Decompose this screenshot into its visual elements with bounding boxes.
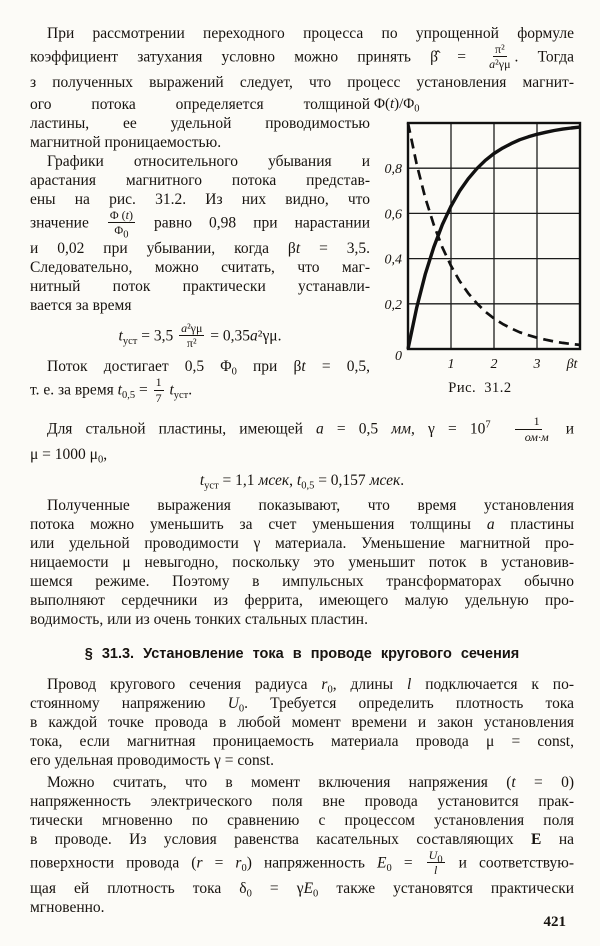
text-line: ого потока определяется толщиной	[30, 95, 370, 113]
paragraph-conclusions	[30, 496, 574, 629]
text-line: Провод кругового сечения радиуса $r_0$, длины l подключается к по-	[47, 675, 574, 696]
svg-text:1: 1	[447, 356, 455, 372]
svg-text:2: 2	[490, 356, 498, 372]
text-line: стоянному напряжению $U_0$. Требуется определить плотность тока	[30, 694, 574, 715]
text-line: потока можно уменьшить за счет уменьшения толщины a пластины	[30, 515, 574, 533]
text-line: Полученные выражения показывают, что время установления	[47, 496, 574, 514]
page-number: 421	[543, 914, 566, 930]
wrapped-text-column	[30, 95, 370, 406]
paragraph-assumptions	[30, 773, 574, 917]
text-line: ластины, ее удельной проводимостью	[30, 114, 370, 132]
text-line: арастания магнитного потока представ-	[30, 171, 370, 189]
text-line: мгновенно.	[30, 898, 105, 916]
text-line: μ = 1000 $\mu_0$,	[30, 445, 108, 466]
text-line: в проводе. Из условия равенства касательных составляющих E на	[30, 830, 574, 848]
svg-text:3: 3	[533, 356, 541, 372]
figure-31-2	[370, 95, 586, 398]
text-line: напряженность электрического поля вне провода установится прак-	[30, 792, 574, 810]
paragraph-intro	[30, 24, 574, 92]
svg-text:0,4: 0,4	[384, 252, 402, 268]
svg-text:0,2: 0,2	[384, 297, 402, 313]
text-line: Следовательно, можно считать, что маг-	[30, 258, 370, 276]
text-line: шемся режиме. Поэтому в импульсных трансформаторах обычно	[30, 572, 574, 590]
text-line: з полученных выражений следует, что процесс установления магнит-	[30, 73, 574, 91]
text-line: в каждой точке провода в любой момент времени и закон установления	[30, 713, 574, 731]
text-line: выполняют сердечники из феррита, имеющего малую удельную про-	[30, 591, 574, 609]
text-line: его удельная проводимость γ = const.	[30, 751, 274, 769]
text-line: Для стальной пластины, имеющей a = 0,5 мм, $\gamma = 10^7$ 1 ом·м и	[47, 414, 575, 444]
text-line: Поток достигает 0,5 $\Phi_0$ при βt = 0,5,	[47, 358, 370, 379]
text-line: водимость, или из очень тонких стальных пластин.	[30, 610, 368, 628]
svg-text:0: 0	[395, 348, 402, 364]
figure-y-axis-label: $\Phi(t)/\Phi_0$	[374, 95, 420, 115]
text-line: т. е. за время $t_{0,5}$ = $\frac{1}{7}$ $t_{уст}$.	[30, 375, 193, 405]
text-line: ены на рис. 31.2. Из них видно, что	[30, 190, 370, 208]
text-line: и 0,02 при убывании, когда βt = 3,5.	[30, 239, 371, 257]
formula-t-values: $t_{уст} = 1,1$ мсек, $t_{0,5} = 0,157$ мсек.	[199, 471, 405, 492]
text-line: вается за время	[30, 296, 132, 314]
text-line: тока, если магнитная проницаемость материала провода μ = const,	[30, 732, 574, 750]
svg-text:0,6: 0,6	[384, 207, 402, 223]
paragraph-problem-statement	[30, 675, 574, 770]
column-lines-bottom	[30, 357, 370, 406]
text-line: Графики относительного убывания и	[47, 152, 370, 170]
column-lines-top	[30, 95, 370, 315]
section-heading: § 31.3. Установление тока в проводе кругового сечения	[84, 645, 520, 662]
svg-text:βt: βt	[566, 356, 578, 372]
text-line: При рассмотрении переходного процесса по упрощенной формуле	[47, 25, 574, 42]
text-line: коэффициент затухания условно можно принять β̂ = $\frac{\text{π²}}{\text{a²γμ}}$ . Тогда	[30, 42, 574, 72]
text-line: ницаемости μ невыгодно, поскольку это уменьшит поток в установив-	[30, 553, 574, 571]
text-line: нитный поток практически устанавли-	[30, 277, 370, 295]
text-line: значение $\frac{\Phi (t)}{\Phi_0}$ равно 0,98 при нарастании	[30, 207, 370, 241]
text-line: Можно считать, что в момент включения напряжения (t = 0)	[47, 773, 574, 791]
text-line: щая ей плотность тока $\delta_0 = \gamma E_0$ также установятся практически	[30, 879, 575, 900]
paragraph-steel-plate	[30, 415, 574, 464]
text-line: магнитной проницаемостью.	[30, 133, 222, 151]
text-line: тически мгновенно по сравнению с процессом установления поля	[30, 811, 574, 829]
svg-text:0,8: 0,8	[384, 161, 402, 177]
text-line: поверхности провода $(r = r_0)$ напряженность $E_0$ = $\frac{U_0}{l}$ и соответствую-	[30, 847, 575, 878]
figure-caption: Рис. 31.2	[448, 379, 512, 396]
text-and-figure-row	[30, 95, 578, 406]
formula-t-ust: $t_{уст} = 3,5$ $\frac{\text{a²γμ}}{\text{π²}}$ = 0,35a²γμ.	[118, 320, 282, 350]
text-line: или удельной проводимости γ материала. Уменьшение магнитной про-	[30, 534, 574, 552]
flux-rise-decay-chart	[374, 115, 586, 378]
